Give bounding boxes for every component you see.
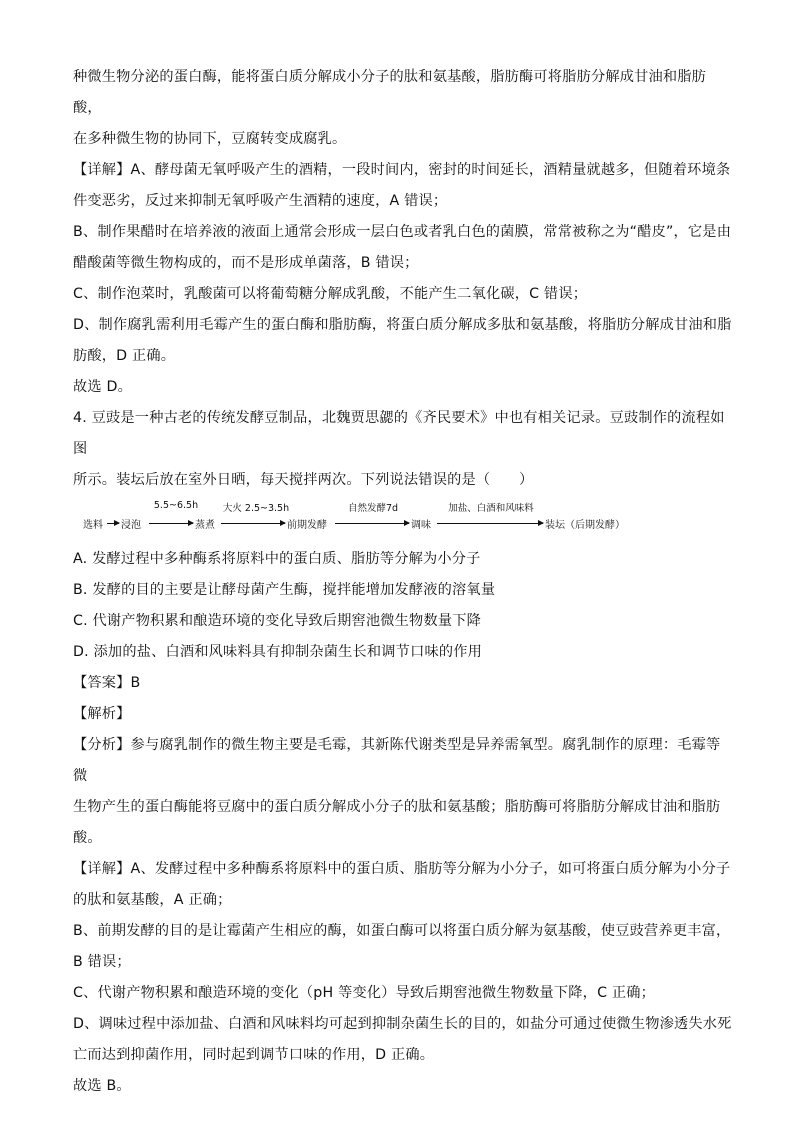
text-line: B、前期发酵的目的是让霉菌产生相应的酶，如蛋白酶可以将蛋白质分解为氨基酸，使豆豉营养更丰富，: [73, 923, 731, 939]
text-line: 种微生物分泌的蛋白酶，能将蛋白质分解成小分子的肽和氨基酸，脂肪酶可将脂肪分解成甘油和脂肪酸，: [73, 69, 707, 116]
flow-condition: 加盐、白酒和风味料: [448, 503, 534, 514]
option-b: B. 发酵的目的主要是让酵母菌产生酶，搅拌能增加发酵液的溶氧量: [73, 582, 496, 598]
text-line: 在多种微生物的协同下，豆腐转变成腐乳。: [73, 131, 347, 147]
flow-arrow: [221, 523, 285, 524]
option-c: C. 代谢产物积累和酿造环境的变化导致后期窖池微生物数量下降: [73, 613, 481, 629]
flow-node-seasoning: 调味: [411, 520, 431, 531]
flow-node-jar-packing: 装坛（后期发酵）: [545, 520, 625, 531]
text-line: D、调味过程中添加盐、白酒和风味料均可起到抑制杂菌生长的目的，如盐分可通过使微生物渗透失水死: [73, 1016, 732, 1032]
flow-arrow: [107, 523, 119, 524]
flow-arrow: [149, 523, 193, 524]
text-line: 亡而达到抑菌作用，同时起到调节口味的作用，D 正确。: [73, 1047, 435, 1063]
text-line: 【详解】A、酵母菌无氧呼吸产生的酒精，一段时间内，密封的时间延长，酒精量就越多，但随着环境条: [73, 162, 731, 178]
text-line: 【分析】参与腐乳制作的微生物主要是毛霉，其新陈代谢类型是异养需氧型。腐乳制作的原理：毛霉等微: [73, 737, 721, 784]
text-line: 肪酸，D 正确。: [73, 348, 176, 364]
flow-condition: 自然发酵7d: [347, 503, 399, 514]
text-line: B 错误；: [73, 954, 131, 970]
flow-condition: 大火 2.5~3.5h: [222, 503, 290, 514]
text-line: 的肽和氨基酸，A 正确；: [73, 892, 232, 908]
text-line: 生物产生的蛋白酶能将豆腐中的蛋白质分解成小分子的肽和氨基酸；脂肪酶可将脂肪分解成甘油和脂肪: [73, 799, 721, 815]
text-line: 酸。: [73, 830, 102, 846]
flow-arrow: [437, 523, 543, 524]
text-line: C、制作泡菜时，乳酸菌可以将葡萄糖分解成乳酸，不能产生二氧化碳，C 错误；: [73, 286, 588, 302]
text-line: 故选 B。: [73, 1078, 131, 1094]
text-line: D、制作腐乳需利用毛霉产生的蛋白酶和脂肪酶，将蛋白质分解成多肽和氨基酸，将脂肪分解成甘油和脂: [73, 317, 732, 333]
document-page: [73, 62, 733, 1102]
option-d: D. 添加的盐、白酒和风味料具有抑制杂菌生长和调节口味的作用: [73, 644, 483, 660]
analysis-heading: 【解析】: [73, 706, 131, 722]
option-a: A. 发酵过程中多种酶系将原料中的蛋白质、脂肪等分解为小分子: [73, 551, 481, 567]
flow-node-steaming: 蒸煮: [195, 520, 215, 531]
text-line: 故选 D。: [73, 379, 132, 395]
text-line: 件变恶劣，反过来抑制无氧呼吸产生酒精的速度，A 错误；: [73, 193, 448, 209]
question-4-stem: 所示。装坛后放在室外日晒，每天搅拌两次。下列说法错误的是（ ）: [73, 472, 534, 488]
flow-node-soaking: 浸泡: [121, 520, 141, 531]
flow-node-pre-fermentation: 前期发酵: [287, 520, 327, 531]
text-line: 【详解】A、发酵过程中多种酶系将原料中的蛋白质、脂肪等分解为小分子，如可将蛋白质分解为小分子: [73, 861, 731, 877]
question-4-stem: 4. 豆豉是一种古老的传统发酵豆制品，北魏贾思勰的《齐民要术》中也有相关记录。豆豉制作的流程如图: [73, 410, 725, 457]
text-line: B、制作果醋时在培养液的液面上通常会形成一层白色或者乳白色的菌膜，常常被称之为“醋皮”，它是由: [73, 224, 732, 240]
text-line: 醋酸菌等微生物构成的，而不是形成单菌落，B 错误；: [73, 255, 419, 271]
flow-arrow: [335, 523, 409, 524]
flow-condition: 5.5~6.5h: [153, 500, 199, 511]
answer-line: 【答案】B: [73, 675, 141, 691]
process-flow-diagram: [83, 500, 733, 540]
text-line: C、代谢产物积累和酿造环境的变化（pH 等变化）导致后期窖池微生物数量下降，C 正确；: [73, 985, 656, 1001]
flow-node-selection: 选料: [83, 520, 103, 531]
